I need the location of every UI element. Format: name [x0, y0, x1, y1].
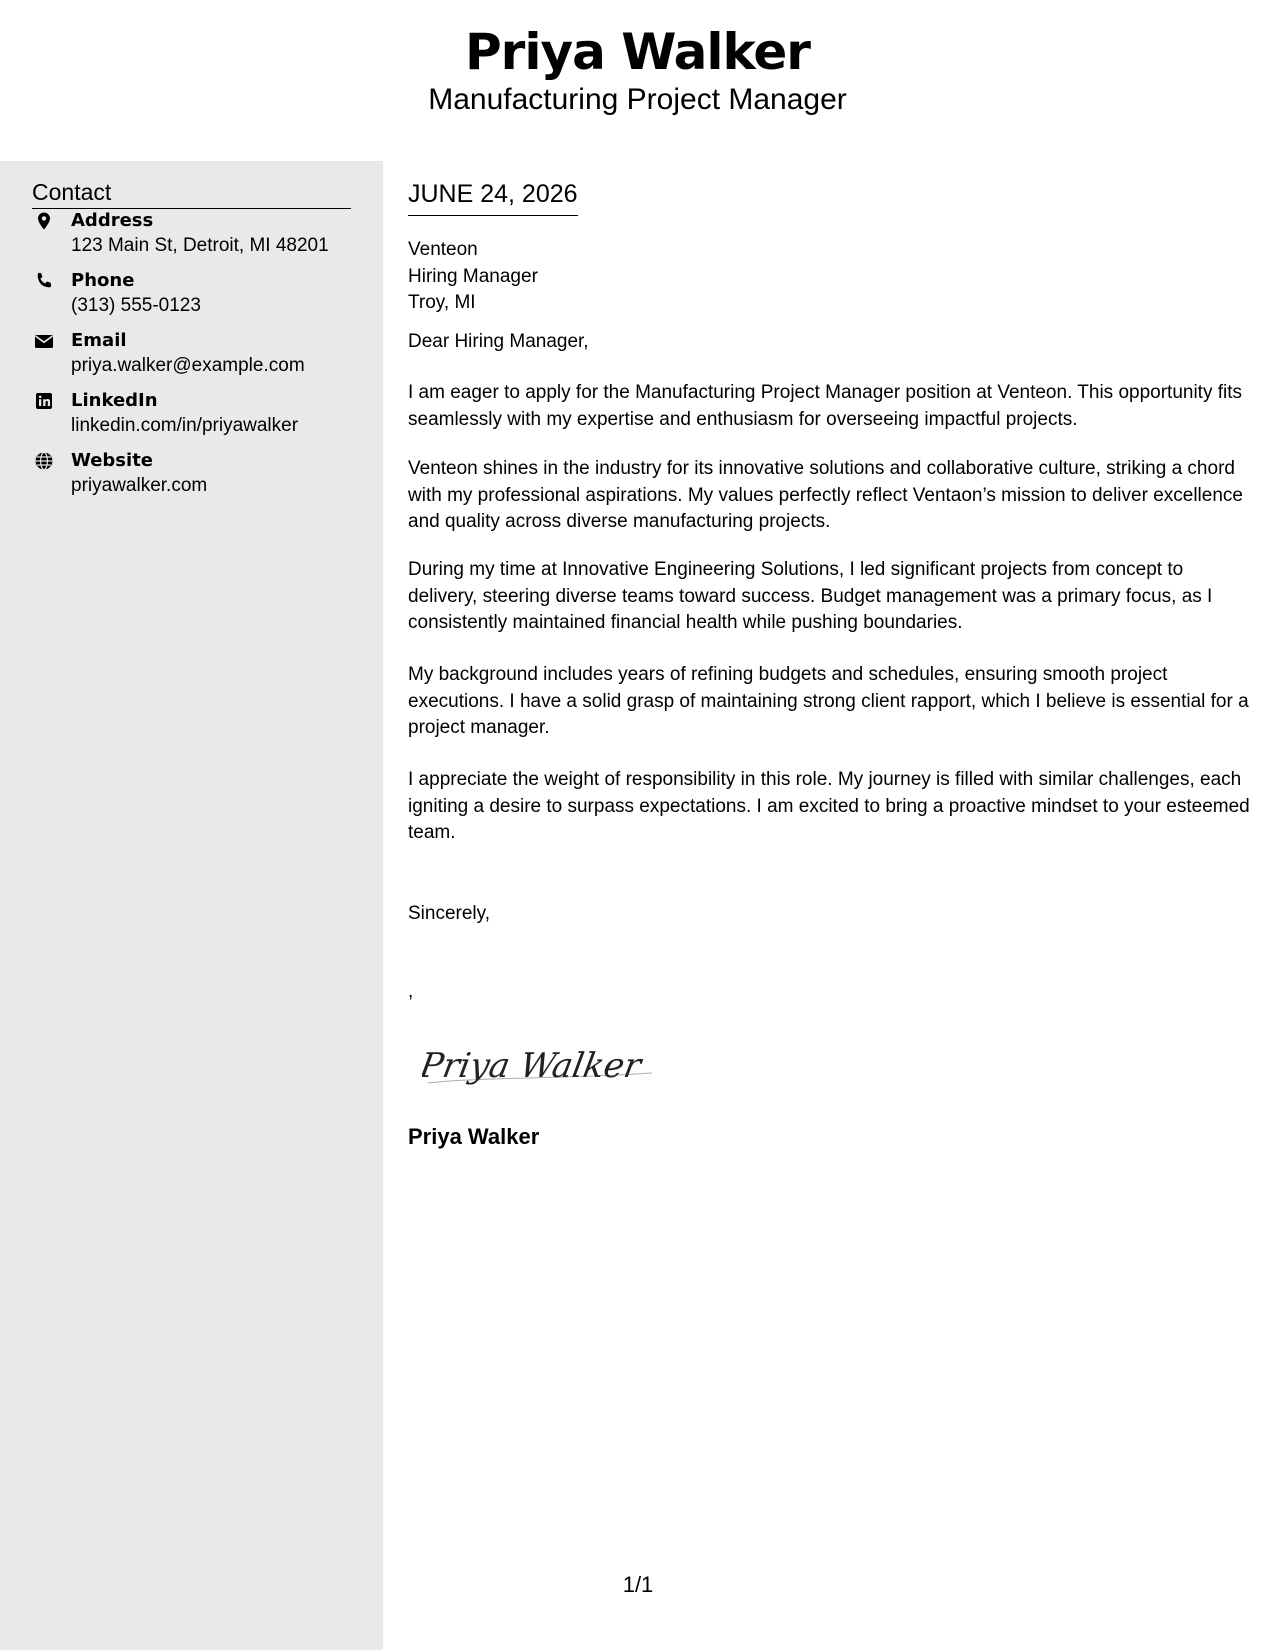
signature-image — [422, 1033, 662, 1093]
paragraph-text: My background includes years of refining budgets and schedules, ensuring smooth project executions. I have a solid grasp of maintaining strong client rapport, which I believe is essential for a project manager. — [408, 664, 1249, 738]
signer-name: Priya Walker — [408, 1124, 540, 1149]
closing-text: Sincerely, — [408, 903, 491, 924]
paragraph-5 — [408, 767, 1253, 847]
contact-address — [32, 209, 362, 265]
linkedin-value: linkedin.com/in/priyawalker — [71, 415, 299, 436]
paragraph-text: Venteon shines in the industry for its innovative solutions and collaborative culture, striking a chord with my professional aspirations. My values perfectly reflect Ventaon’s mission to deliver excellence and quality across diverse manufacturing projects. — [408, 458, 1243, 532]
recipient-block — [408, 237, 538, 317]
linkedin-icon — [34, 391, 54, 411]
contact-website — [32, 449, 362, 505]
paragraph-text: I am eager to apply for the Manufacturing Project Manager position at Venteon. This opportunity fits seamlessly with my expertise and enthusiasm for overseeing impactful projects. — [408, 382, 1243, 430]
recipient-company: Venteon — [408, 239, 478, 260]
contact-sidebar — [0, 161, 383, 1650]
applicant-name: Priya Walker — [465, 23, 810, 81]
paragraph-text: During my time at Innovative Engineering Solutions, I led significant projects from concept to delivery, steering diverse teams toward success. Budget management was a primary focus, as I consistently maintained financial health while pushing boundaries. — [408, 559, 1213, 633]
globe-icon — [34, 451, 54, 471]
salutation — [408, 329, 1253, 356]
closing — [408, 901, 1253, 928]
applicant-title: Manufacturing Project Manager — [428, 83, 847, 116]
phone-label: Phone — [71, 270, 135, 291]
phone-value: (313) 555-0123 — [71, 295, 201, 316]
signature-script: Priya Walker — [422, 1046, 644, 1086]
website-label: Website — [71, 450, 154, 471]
salutation-text: Dear Hiring Manager, — [408, 331, 589, 352]
email-label: Email — [71, 330, 127, 351]
map-pin-icon — [34, 211, 54, 231]
paragraph-text: I appreciate the weight of responsibility in this role. My journey is filled with similar challenges, each igniting a desire to surpass expectations. I am excited to bring a proactive mindset to your esteemed team. — [408, 769, 1250, 843]
paragraph-4 — [408, 662, 1253, 742]
signature-comma: , — [408, 981, 414, 1002]
phone-icon — [34, 271, 54, 291]
address-label: Address — [71, 210, 154, 231]
website-value: priyawalker.com — [71, 475, 208, 496]
contact-phone — [32, 269, 362, 325]
page-number: 1/1 — [622, 1572, 654, 1597]
contact-heading: Contact — [32, 177, 351, 209]
paragraph-1 — [408, 380, 1253, 433]
letter-date: JUNE 24, 2026 — [408, 179, 578, 216]
contact-linkedin — [32, 389, 362, 445]
address-value: 123 Main St, Detroit, MI 48201 — [71, 235, 329, 256]
paragraph-2 — [408, 456, 1253, 536]
email-value: priya.walker@example.com — [71, 355, 305, 376]
linkedin-label: LinkedIn — [71, 390, 158, 411]
paragraph-3 — [408, 557, 1253, 637]
letter-header — [0, 0, 1275, 161]
contact-email — [32, 329, 362, 385]
recipient-role: Hiring Manager — [408, 265, 538, 287]
envelope-icon — [34, 331, 54, 351]
recipient-location: Troy, MI — [408, 292, 476, 313]
